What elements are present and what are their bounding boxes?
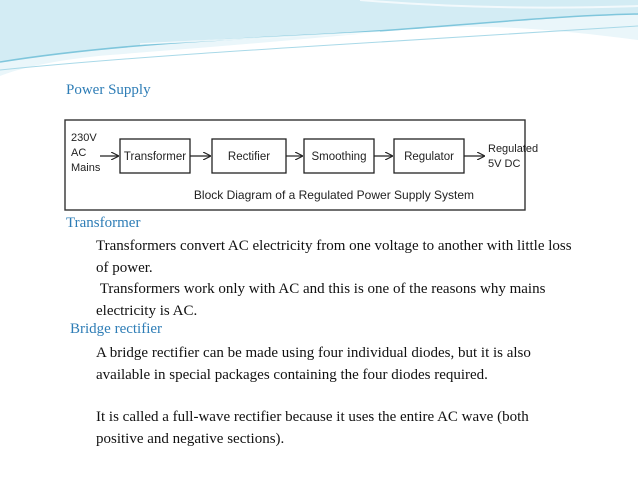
transformer-paragraph-2: Transformers work only with AC and this is one of the reasons why mains electricity is AC. <box>96 281 550 319</box>
block-rectifier-label: Rectifier <box>227 151 271 163</box>
block-smoothing-label: Smoothing <box>311 151 367 163</box>
input-label-line-2: AC <box>71 147 87 159</box>
block-transformer-label: Transformer <box>123 151 187 163</box>
input-label-line-3: Mains <box>71 162 101 174</box>
block-regulator-label: Regulator <box>404 151 454 163</box>
block-diagram <box>64 119 539 211</box>
bridge-rectifier-paragraph-2: It is called a full-wave rectifier because it uses the entire AC wave (both positive and negative sections). <box>96 409 529 447</box>
diagram-caption: Block Diagram of a Regulated Power Supply System <box>193 188 475 202</box>
slide-heading: Power Supply <box>66 82 151 98</box>
wave-header-decoration <box>0 0 638 80</box>
transformer-paragraph-1: Transformers convert AC electricity from one voltage to another with little loss of power. <box>96 238 572 276</box>
output-label-line-1: Regulated <box>488 143 539 155</box>
output-label-line-2: 5V DC <box>488 158 521 170</box>
input-label-line-1: 230V <box>71 132 97 144</box>
bridge-rectifier-paragraph-1: A bridge rectifier can be made using four individual diodes, but it is also available in special packages containing the four diodes required. <box>96 345 531 383</box>
section-title-bridge-rectifier: Bridge rectifier <box>70 321 163 337</box>
section-title-transformer: Transformer <box>66 215 141 231</box>
